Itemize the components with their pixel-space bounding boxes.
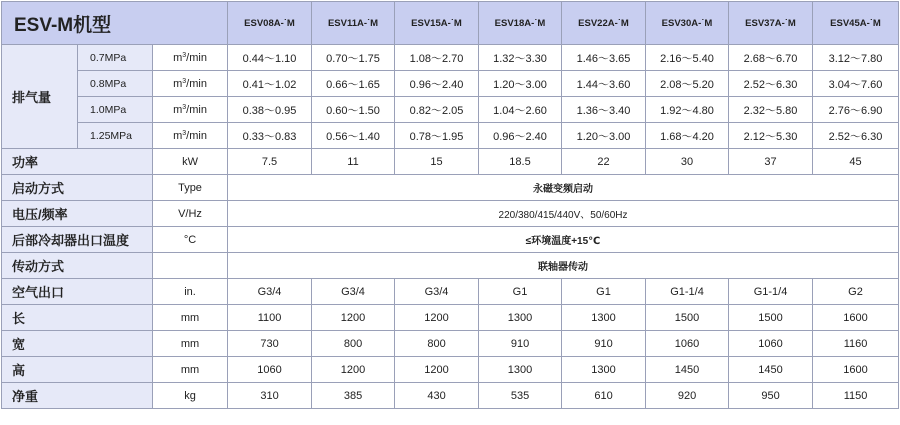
pressure-label: 0.7MPa	[78, 45, 153, 71]
table-cell: 2.52～6.30	[813, 123, 899, 149]
table-row	[2, 279, 899, 305]
table-cell: G2	[813, 279, 899, 305]
temp-label: 后部冷却器出口温度	[2, 227, 153, 253]
table-cell: 1.20～3.00	[479, 71, 562, 97]
table-cell: 1200	[312, 357, 395, 383]
model-header: ESV22A-˙M	[562, 2, 646, 45]
flow-unit: $m^3/\min$	[153, 123, 228, 149]
table-row	[2, 331, 899, 357]
table-cell: 1.44～3.60	[562, 71, 646, 97]
table-cell: G3/4	[312, 279, 395, 305]
table-cell: 1600	[813, 357, 899, 383]
table-row	[2, 227, 899, 253]
table-row	[2, 149, 899, 175]
table-row	[2, 253, 899, 279]
model-header: ESV37A-˙M	[729, 2, 813, 45]
table-cell: 535	[479, 383, 562, 409]
table-cell: G1	[479, 279, 562, 305]
flow-unit: $m^3/\min$	[153, 45, 228, 71]
table-cell: 730	[228, 331, 312, 357]
table-cell: G1-1/4	[646, 279, 729, 305]
table-row	[2, 123, 899, 149]
table-row	[2, 357, 899, 383]
table-cell: 11	[312, 149, 395, 175]
table-cell: 7.5	[228, 149, 312, 175]
table-cell: 0.38～0.95	[228, 97, 312, 123]
table-row	[2, 305, 899, 331]
table-row	[2, 71, 899, 97]
table-cell: 1500	[646, 305, 729, 331]
table-cell: 1.20～3.00	[562, 123, 646, 149]
table-cell: 2.68～6.70	[729, 45, 813, 71]
power-label: 功率	[2, 149, 153, 175]
table-cell: 1100	[228, 305, 312, 331]
height-label: 高	[2, 357, 153, 383]
table-cell: 1450	[646, 357, 729, 383]
table-cell: 1200	[395, 357, 479, 383]
table-cell: 0.44～1.10	[228, 45, 312, 71]
table-cell: 2.32～5.80	[729, 97, 813, 123]
drive-label: 传动方式	[2, 253, 153, 279]
table-cell: 800	[395, 331, 479, 357]
weight-unit: kg	[153, 383, 228, 409]
table-cell: G1-1/4	[729, 279, 813, 305]
outlet-unit: in.	[153, 279, 228, 305]
table-cell: 2.76～6.90	[813, 97, 899, 123]
model-header: ESV08A-˙M	[228, 2, 312, 45]
spec-table	[1, 1, 899, 409]
model-header: ESV15A-˙M	[395, 2, 479, 45]
voltage-unit: V/Hz	[153, 201, 228, 227]
table-cell: 1160	[813, 331, 899, 357]
pressure-label: 1.0MPa	[78, 97, 153, 123]
length-label: 长	[2, 305, 153, 331]
flow-unit: $m^3/\min$	[153, 97, 228, 123]
exhaust-label: 排气量	[2, 45, 78, 149]
table-cell: 1.36～3.40	[562, 97, 646, 123]
pressure-label: 0.8MPa	[78, 71, 153, 97]
table-cell: 920	[646, 383, 729, 409]
model-header: ESV18A-˙M	[479, 2, 562, 45]
table-row	[2, 97, 899, 123]
table-cell: 2.08～5.20	[646, 71, 729, 97]
table-cell: 1200	[395, 305, 479, 331]
table-cell: G3/4	[395, 279, 479, 305]
table-cell: 1300	[479, 305, 562, 331]
table-cell: G3/4	[228, 279, 312, 305]
table-cell: 1300	[562, 305, 646, 331]
table-cell: 610	[562, 383, 646, 409]
table-row	[2, 201, 899, 227]
table-cell: 1300	[562, 357, 646, 383]
table-cell: 950	[729, 383, 813, 409]
table-cell: 1.04～2.60	[479, 97, 562, 123]
table-cell: 1450	[729, 357, 813, 383]
table-cell: 3.12～7.80	[813, 45, 899, 71]
start-value: 永磁变频启动	[228, 175, 899, 201]
table-cell: 1060	[646, 331, 729, 357]
table-cell: 2.12～5.30	[729, 123, 813, 149]
table-cell: 1.46～3.65	[562, 45, 646, 71]
temp-unit: °C	[153, 227, 228, 253]
table-row	[2, 383, 899, 409]
start-unit: Type	[153, 175, 228, 201]
table-title: ESV-M机型	[2, 2, 228, 45]
table-cell: 2.16～5.40	[646, 45, 729, 71]
table-cell: 0.41～1.02	[228, 71, 312, 97]
power-unit: kW	[153, 149, 228, 175]
pressure-label: 1.25MPa	[78, 123, 153, 149]
temp-value: ≤环境温度+15℃	[228, 227, 899, 253]
table-cell: 0.66～1.65	[312, 71, 395, 97]
outlet-label: 空气出口	[2, 279, 153, 305]
table-cell: 45	[813, 149, 899, 175]
model-header: ESV11A-˙M	[312, 2, 395, 45]
table-cell: 1300	[479, 357, 562, 383]
table-cell: 910	[479, 331, 562, 357]
table-cell: 0.33～0.83	[228, 123, 312, 149]
table-cell: 0.82～2.05	[395, 97, 479, 123]
start-label: 启动方式	[2, 175, 153, 201]
table-cell: 0.96～2.40	[479, 123, 562, 149]
table-cell: 30	[646, 149, 729, 175]
voltage-value: 220/380/415/440V、50/60Hz	[228, 201, 899, 227]
table-cell: 310	[228, 383, 312, 409]
table-cell: 1600	[813, 305, 899, 331]
model-header: ESV45A-˙M	[813, 2, 899, 45]
table-cell: 1150	[813, 383, 899, 409]
drive-unit	[153, 253, 228, 279]
table-cell: 1.68～4.20	[646, 123, 729, 149]
width-label: 宽	[2, 331, 153, 357]
length-unit: mm	[153, 305, 228, 331]
width-unit: mm	[153, 331, 228, 357]
table-cell: 430	[395, 383, 479, 409]
table-cell: 0.56～1.40	[312, 123, 395, 149]
table-cell: 1060	[729, 331, 813, 357]
voltage-label: 电压/频率	[2, 201, 153, 227]
table-cell: 1060	[228, 357, 312, 383]
model-header: ESV30A-˙M	[646, 2, 729, 45]
table-cell: 2.52～6.30	[729, 71, 813, 97]
table-cell: 1.92～4.80	[646, 97, 729, 123]
table-cell: 1.32～3.30	[479, 45, 562, 71]
table-row	[2, 175, 899, 201]
drive-value: 联轴器传动	[228, 253, 899, 279]
table-cell: G1	[562, 279, 646, 305]
table-cell: 385	[312, 383, 395, 409]
table-row	[2, 45, 899, 71]
table-cell: 0.60～1.50	[312, 97, 395, 123]
table-cell: 22	[562, 149, 646, 175]
table-cell: 37	[729, 149, 813, 175]
table-cell: 3.04～7.60	[813, 71, 899, 97]
weight-label: 净重	[2, 383, 153, 409]
table-cell: 1500	[729, 305, 813, 331]
table-cell: 910	[562, 331, 646, 357]
table-cell: 0.70～1.75	[312, 45, 395, 71]
table-cell: 18.5	[479, 149, 562, 175]
height-unit: mm	[153, 357, 228, 383]
table-cell: 1.08～2.70	[395, 45, 479, 71]
table-cell: 0.96～2.40	[395, 71, 479, 97]
table-cell: 800	[312, 331, 395, 357]
table-cell: 1200	[312, 305, 395, 331]
table-cell: 0.78～1.95	[395, 123, 479, 149]
table-cell: 15	[395, 149, 479, 175]
flow-unit: $m^3/\min$	[153, 71, 228, 97]
